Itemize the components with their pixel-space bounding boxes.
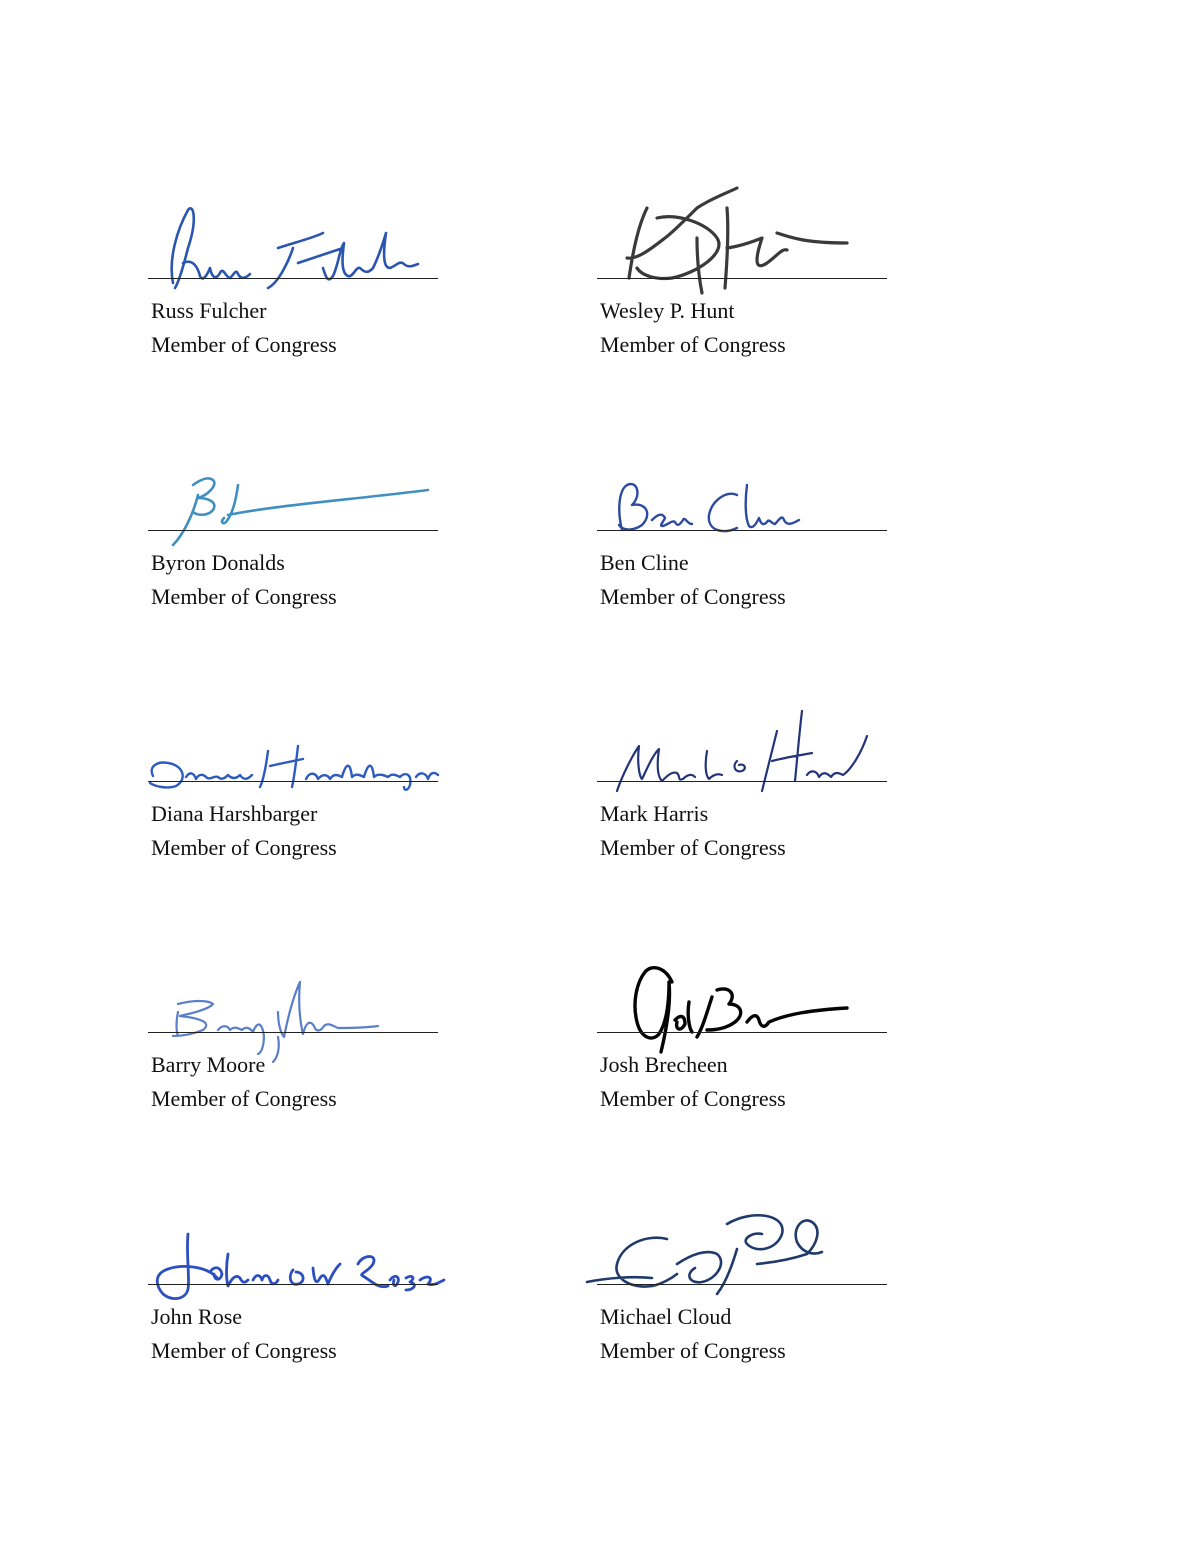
signatory-title: Member of Congress <box>600 1086 786 1111</box>
signature-block-john-rose <box>148 1284 448 1424</box>
signatory-name: Michael Cloud <box>600 1304 732 1329</box>
signatory-name: Diana Harshbarger <box>151 801 318 826</box>
signatory-title: Member of Congress <box>600 584 786 609</box>
signatory-title: Member of Congress <box>151 332 337 357</box>
signatory-name: Barry Moore <box>151 1052 266 1077</box>
signatory-name: Mark Harris <box>600 801 709 826</box>
signature-line <box>148 530 438 531</box>
signatory-title: Member of Congress <box>600 835 786 860</box>
signatory-title: Member of Congress <box>600 1338 786 1363</box>
signature-line <box>597 530 887 531</box>
handwritten-signature <box>577 691 907 811</box>
signatory-title: Member of Congress <box>151 835 337 860</box>
signatory-title: Member of Congress <box>151 1086 337 1111</box>
signature-line <box>597 1284 887 1285</box>
signature-block-michael-cloud <box>597 1284 897 1424</box>
signatory-title: Member of Congress <box>600 332 786 357</box>
handwritten-signature <box>577 1194 907 1314</box>
signatory-title: Member of Congress <box>151 584 337 609</box>
signature-line <box>148 278 438 279</box>
signature-block-josh-brecheen <box>597 1032 897 1172</box>
signature-block-diana-harshbarger <box>148 781 448 921</box>
signatory-name: Byron Donalds <box>151 550 285 575</box>
signatory-name: Wesley P. Hunt <box>600 298 735 323</box>
handwritten-signature <box>128 1194 458 1314</box>
signature-block-barry-moore <box>148 1032 448 1172</box>
signature-line <box>597 278 887 279</box>
signature-line <box>597 1032 887 1033</box>
signature-block-byron-donalds <box>148 530 448 670</box>
handwritten-signature <box>577 188 907 308</box>
handwritten-signature <box>577 942 907 1062</box>
signatory-name: John Rose <box>151 1304 243 1329</box>
signatory-name: Ben Cline <box>600 550 689 575</box>
signature-block-russ-fulcher <box>148 278 448 418</box>
handwritten-signature <box>128 942 458 1062</box>
signature-line <box>148 1032 438 1033</box>
signature-block-wesley-hunt <box>597 278 897 418</box>
signature-line <box>597 781 887 782</box>
signatory-title: Member of Congress <box>151 1338 337 1363</box>
signatory-name: Josh Brecheen <box>600 1052 728 1077</box>
handwritten-signature <box>128 691 458 811</box>
handwritten-signature <box>128 440 458 560</box>
signature-line <box>148 781 438 782</box>
signature-block-mark-harris <box>597 781 897 921</box>
signatory-name: Russ Fulcher <box>151 298 267 323</box>
handwritten-signature <box>128 188 458 308</box>
signature-line <box>148 1284 438 1285</box>
handwritten-signature <box>577 440 907 560</box>
signature-block-ben-cline <box>597 530 897 670</box>
